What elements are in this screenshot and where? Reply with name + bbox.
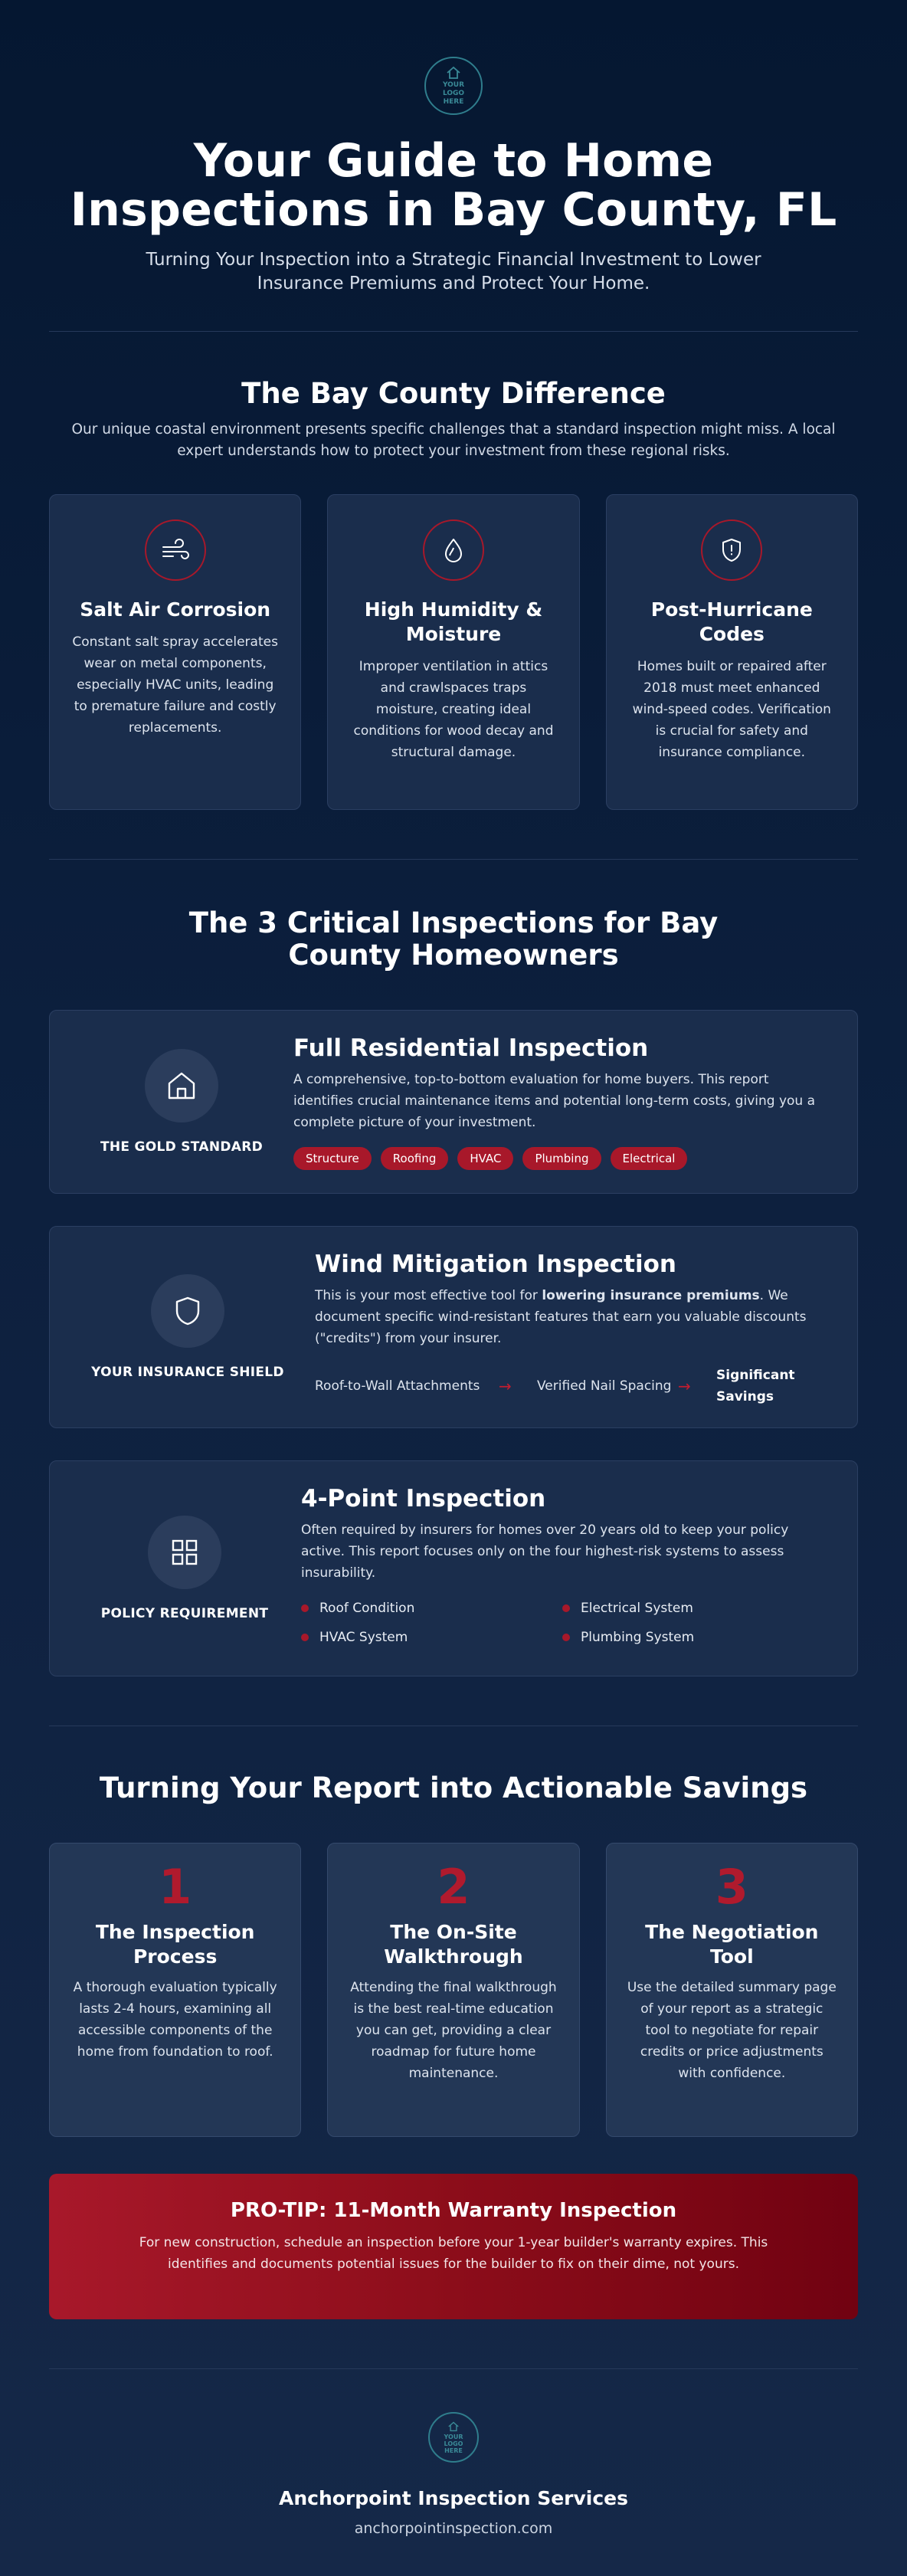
list-item: Plumbing System bbox=[562, 1630, 824, 1645]
pill: Structure bbox=[293, 1147, 372, 1170]
card-text: Improper ventilation in attics and crawlspaces traps moisture, creating ideal conditions for wood decay and structural damage. bbox=[353, 659, 554, 760]
footer bbox=[49, 2369, 858, 2537]
step-number: 1 bbox=[159, 1859, 192, 1915]
inspection-title: Full Residential Inspection bbox=[293, 1034, 649, 1062]
savings-title: Turning Your Report into Actionable Savings bbox=[99, 1771, 808, 1804]
pill-list bbox=[293, 1147, 824, 1170]
inspection-tag: THE GOLD STANDARD bbox=[100, 1139, 264, 1155]
home-icon bbox=[145, 1049, 218, 1122]
inspection-text: This is your most effective tool for lowering insurance premiums. We document specific wind-resistant features that earn you valuable discounts ("credits") from your insurer. bbox=[315, 1288, 807, 1346]
flow-step: Significant Savings bbox=[716, 1368, 795, 1404]
droplet-icon bbox=[423, 519, 484, 581]
pill: HVAC bbox=[457, 1147, 513, 1170]
list-item: HVAC System bbox=[301, 1630, 562, 1645]
website-link[interactable]: anchorpointinspection.com bbox=[354, 2520, 553, 2537]
page-title: Your Guide to Home Inspections in Bay County, FL bbox=[70, 134, 837, 237]
flow-step: Verified Nail Spacing bbox=[537, 1378, 672, 1394]
step-text: Attending the final walkthrough is the best real-time education you can get, providing a clear roadmap for future home maintenance. bbox=[350, 1980, 557, 2081]
page-subtitle: Turning Your Inspection into a Strategic Financial Investment to Lower Insurance Premiums and Protect Your Home. bbox=[146, 250, 761, 293]
grid-icon bbox=[148, 1516, 221, 1589]
pill: Roofing bbox=[381, 1147, 449, 1170]
company-name: Anchorpoint Inspection Services bbox=[278, 2487, 629, 2509]
shield-icon bbox=[151, 1274, 224, 1348]
step-card bbox=[606, 1843, 858, 2137]
bullet-icon bbox=[301, 1634, 309, 1641]
step-title: The Negotiation Tool bbox=[645, 1921, 819, 1968]
step-number: 3 bbox=[715, 1859, 748, 1915]
inspection-title: Wind Mitigation Inspection bbox=[315, 1250, 676, 1278]
savings-flow bbox=[315, 1365, 824, 1408]
bullet-icon bbox=[562, 1604, 570, 1612]
bullet-icon bbox=[301, 1604, 309, 1612]
bullet-icon bbox=[562, 1634, 570, 1641]
list-item: Electrical System bbox=[562, 1601, 824, 1616]
pro-tip-title: PRO-TIP: 11-Month Warranty Inspection bbox=[230, 2199, 677, 2222]
inspection-title: 4-Point Inspection bbox=[301, 1485, 546, 1512]
four-point-card bbox=[49, 1460, 858, 1676]
full-inspection-card bbox=[49, 1010, 858, 1194]
inspections-section bbox=[49, 860, 858, 1676]
card-title: Salt Air Corrosion bbox=[80, 598, 271, 621]
difference-card bbox=[606, 494, 858, 810]
emphasis-text: lowering insurance premiums bbox=[542, 1288, 760, 1303]
difference-card bbox=[49, 494, 301, 810]
step-card bbox=[327, 1843, 579, 2137]
card-title: High Humidity & Moisture bbox=[364, 598, 543, 645]
step-text: Use the detailed summary page of your report as a strategic tool to negotiate for repair credits or price adjustments with confidence. bbox=[627, 1980, 837, 2081]
step-title: The On-Site Walkthrough bbox=[384, 1921, 523, 1968]
card-title: Post-Hurricane Codes bbox=[650, 598, 813, 645]
difference-card bbox=[327, 494, 579, 810]
difference-subtitle: Our unique coastal environment presents specific challenges that a standard inspection might miss. A local expert understands how to protect your investment from these regional risks. bbox=[71, 421, 836, 459]
card-text: Homes built or repaired after 2018 must meet enhanced wind-speed codes. Verification is crucial for safety and insurance compliance. bbox=[632, 659, 831, 760]
wind-mitigation-card bbox=[49, 1226, 858, 1428]
pill: Plumbing bbox=[522, 1147, 601, 1170]
inspection-tag: YOUR INSURANCE SHIELD bbox=[91, 1365, 284, 1380]
step-text: A thorough evaluation typically lasts 2-4 hours, examining all accessible components of the home from foundation to roof. bbox=[73, 1980, 277, 2060]
house-icon bbox=[445, 66, 462, 80]
inspection-text: A comprehensive, top-to-bottom evaluation for home buyers. This report identifies crucial maintenance items and potential long-term costs, giving you a complete picture of your investment. bbox=[293, 1072, 816, 1130]
pro-tip-banner bbox=[49, 2174, 858, 2319]
arrow-icon: → bbox=[499, 1377, 512, 1395]
pro-tip-text: For new construction, schedule an inspection before your 1-year builder's warranty expires. This identifies and documents potential issues for the builder to fix on their dime, not yours. bbox=[139, 2235, 768, 2272]
logo-text: YOUR LOGO HERE bbox=[442, 80, 465, 106]
step-card bbox=[49, 1843, 301, 2137]
inspection-tag: POLICY REQUIREMENT bbox=[100, 1606, 269, 1621]
system-list bbox=[301, 1601, 824, 1645]
logo-text: YOUR LOGO HERE bbox=[444, 2433, 463, 2454]
savings-section bbox=[49, 1726, 858, 2319]
pill: Electrical bbox=[611, 1147, 688, 1170]
logo[interactable] bbox=[424, 57, 483, 115]
shield-alert-icon bbox=[701, 519, 762, 581]
list-item: Roof Condition bbox=[301, 1601, 562, 1616]
step-number: 2 bbox=[437, 1859, 470, 1915]
difference-section bbox=[49, 332, 858, 810]
flow-step: Roof-to-Wall Attachments bbox=[315, 1378, 480, 1394]
card-text: Constant salt spray accelerates wear on metal components, especially HVAC units, leading to premature failure and costly replacements. bbox=[72, 634, 278, 736]
arrow-icon: → bbox=[678, 1377, 691, 1395]
difference-title: The Bay County Difference bbox=[241, 377, 666, 410]
house-icon bbox=[447, 2421, 460, 2432]
inspection-text: Often required by insurers for homes over 20 years old to keep your policy active. This report focuses only on the four highest-risk systems to assess insurability. bbox=[301, 1522, 789, 1581]
wind-icon bbox=[145, 519, 206, 581]
footer-logo[interactable] bbox=[428, 2412, 479, 2463]
hero-section bbox=[49, 0, 858, 296]
inspections-title: The 3 Critical Inspections for Bay County Homeowners bbox=[188, 906, 719, 972]
step-title: The Inspection Process bbox=[95, 1921, 255, 1968]
